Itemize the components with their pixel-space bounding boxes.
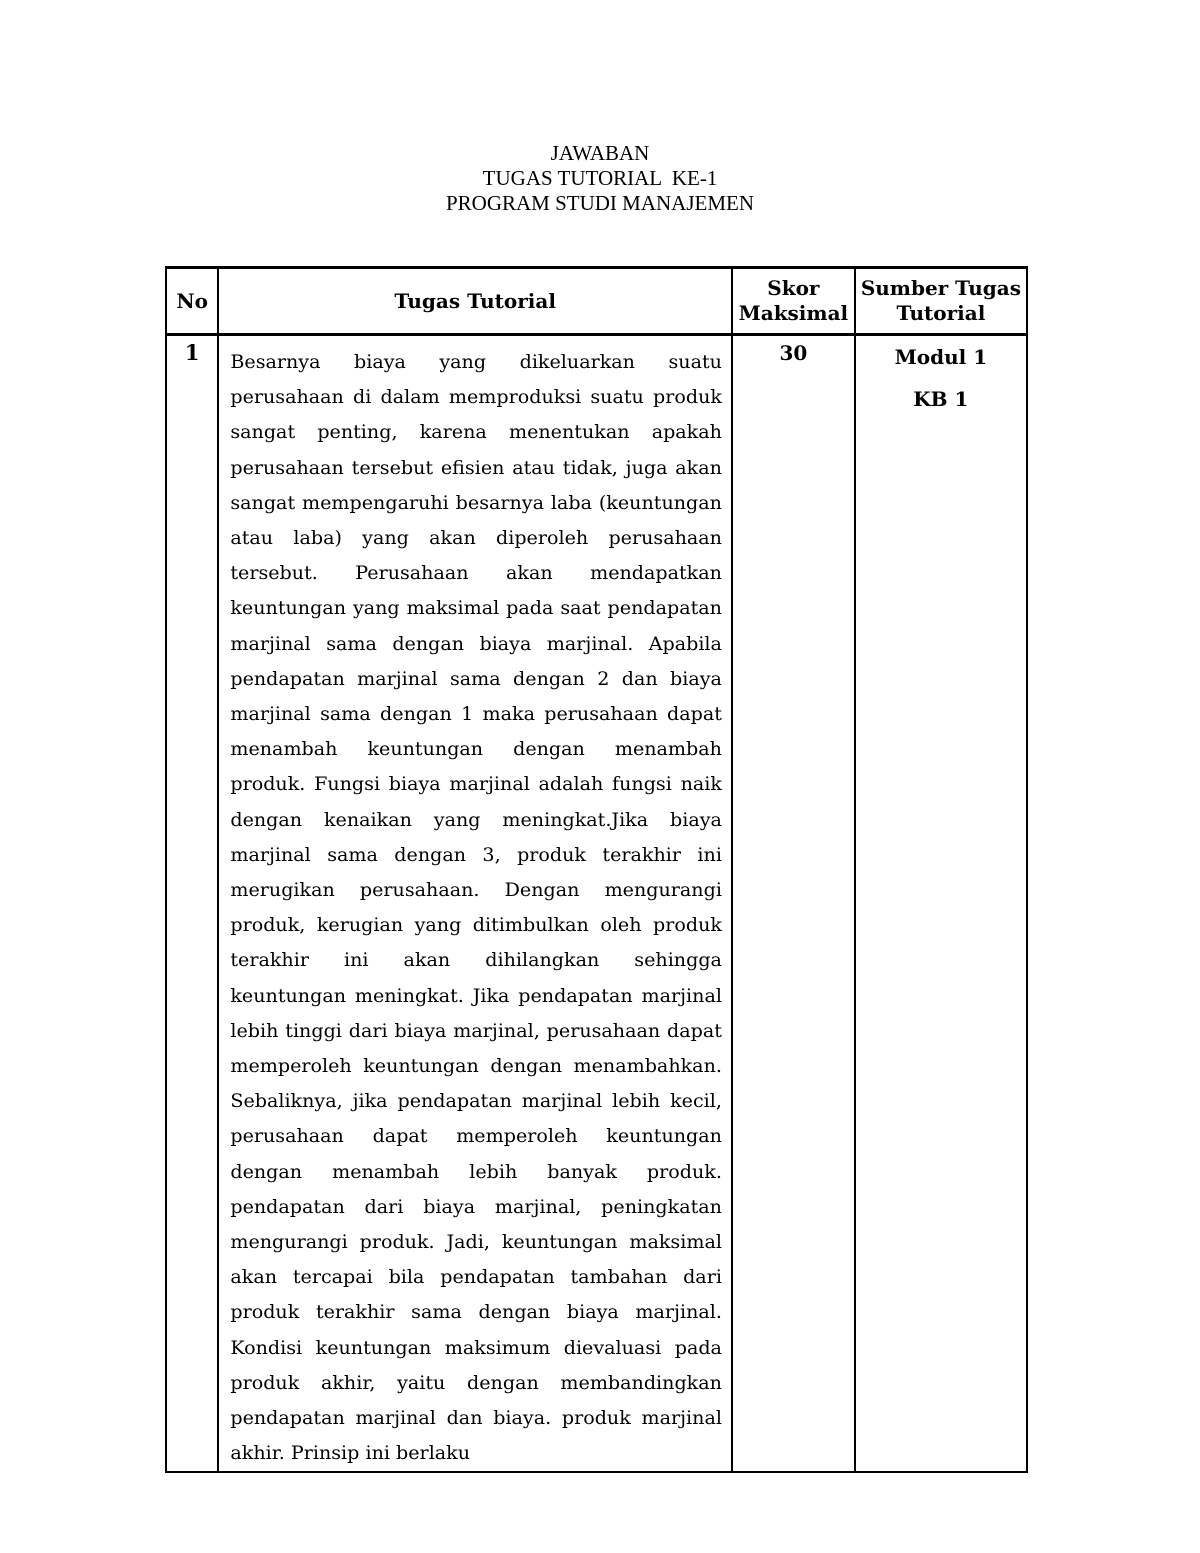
source-module: Modul 1 [894,345,988,369]
table-row [166,335,1027,1472]
header-no: No [166,268,218,335]
title-jawaban: JAWABAN [550,141,650,165]
max-score: 30 [732,335,855,1472]
task-answer-text: Besarnya biaya yang dikeluarkan suatu perusahaan di dalam memproduksi suatu produk sangat penting, karena menentukan apakah perusahaan tersebut efisien atau tidak, juga akan sangat mempengaruhi besarnya laba (keuntungan atau laba) yang akan diperoleh perusahaan tersebut. Perusahaan akan mendapatkan keuntungan yang maksimal pada saat pendapatan marjinal sama dengan biaya marjinal. Apabila pendapatan marjinal sama dengan 2 dan biaya marjinal sama dengan 1 maka perusahaan dapat menambah keuntungan dengan menambah produk. Fungsi biaya marjinal adalah fungsi naik dengan kenaikan yang meningkat.Jika biaya marjinal sama dengan 3, produk terakhir ini merugikan perusahaan. Dengan mengurangi produk, kerugian yang ditimbulkan oleh produk terakhir ini akan dihilangkan sehingga keuntungan meningkat. Jika pendapatan marjinal lebih tinggi dari biaya marjinal, perusahaan dapat memperoleh keuntungan dengan menambahkan. Sebaliknya, jika pendapatan marjinal lebih kecil, perusahaan dapat memperoleh keuntungan dengan menambah lebih banyak produk. pendapatan dari biaya marjinal, peningkatan mengurangi produk. Jadi, keuntungan maksimal akan tercapai bila pendapatan tambahan dari produk terakhir sama dengan biaya marjinal. Kondisi keuntungan maksimum dievaluasi pada produk akhir, yaitu dengan membandingkan pendapatan marjinal dan biaya. produk marjinal akhir. Prinsip ini berlaku [218,335,732,1472]
table-header-row [166,268,1027,335]
tutorial-table [165,266,1028,1473]
title-program-studi: PROGRAM STUDI MANAJEMEN [445,191,755,215]
title-tugas-tutorial: TUGAS TUTORIAL KE-1 [482,166,718,190]
source-kb: KB 1 [913,387,969,411]
row-number: 1 [166,335,218,1472]
task-source [855,335,1027,1472]
header-score: Skor Maksimal [732,268,855,335]
document-title-block [0,141,1200,216]
header-task: Tugas Tutorial [218,268,732,335]
header-source: Sumber Tugas Tutorial [855,268,1027,335]
